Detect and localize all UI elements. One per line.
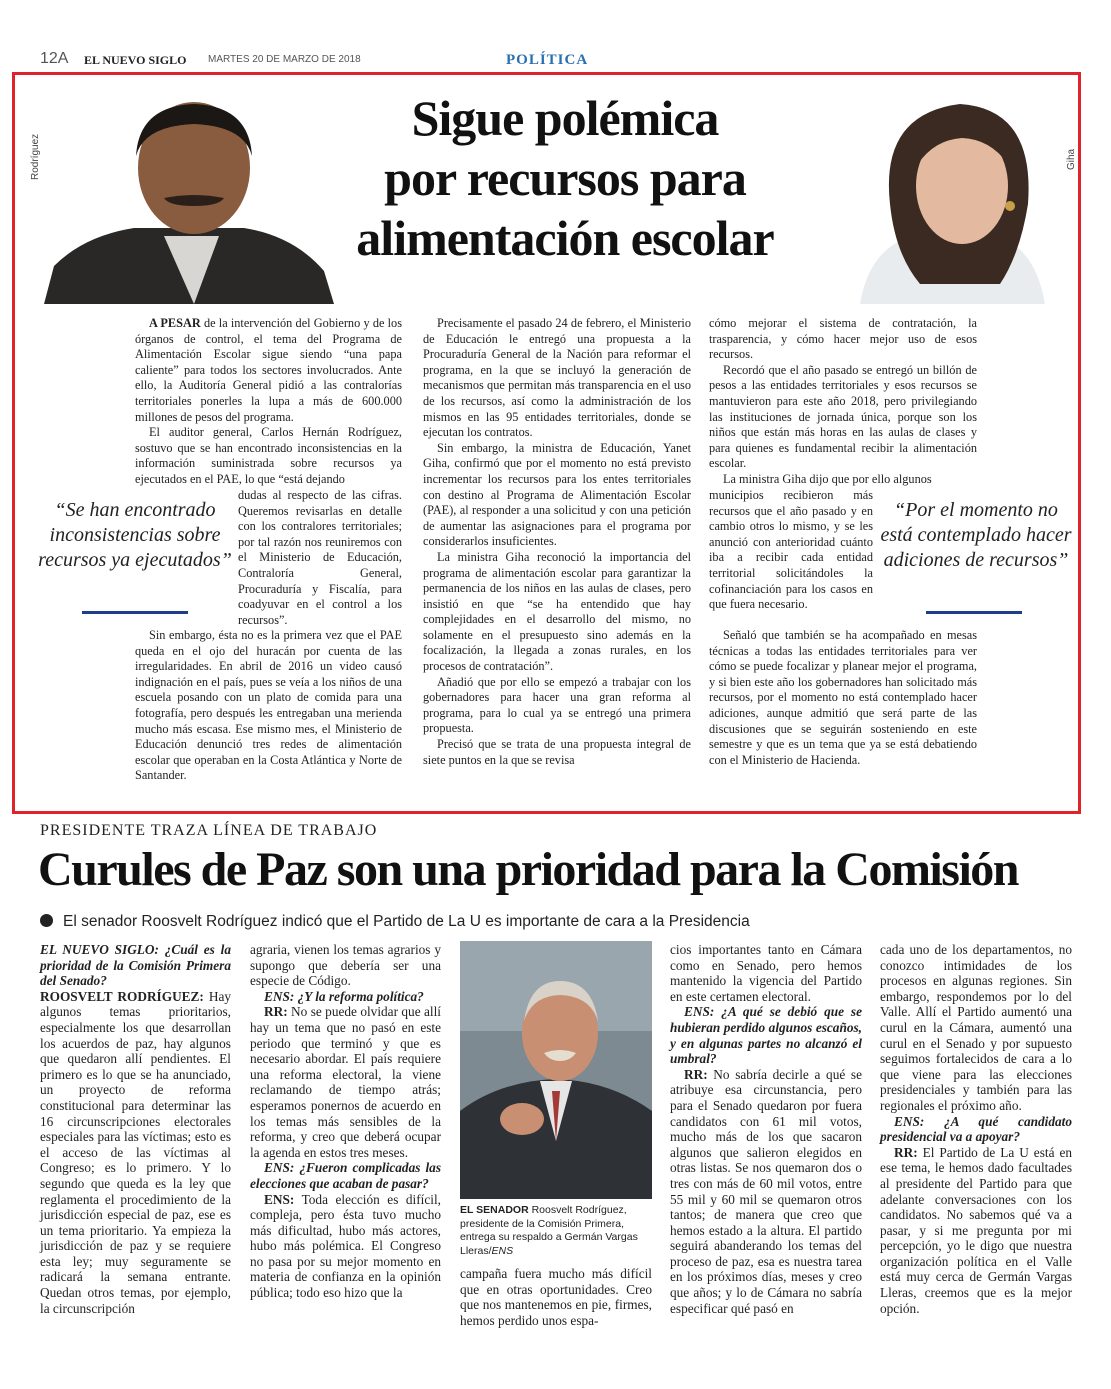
story1-headline bbox=[300, 88, 830, 268]
story2-col3-under bbox=[460, 1266, 652, 1328]
interview-answer: cada uno de los departamentos, no conozco intimidades de los procesos en algunas regiones. Sin embargo, respondemos por lo del Valle. Allí el Partido aumentó una curul en la Cámara, aumentó una curul en el Senado y por supuesto seguimos fortalecidos de cara a lo que viene para las elecciones presidenciales y también para las regionales el próximo año. bbox=[880, 942, 1072, 1113]
story2-col2 bbox=[250, 942, 441, 1301]
story2-dek bbox=[40, 913, 750, 931]
story1-paragraph: de la intervención del Gobierno y de los órganos de control, el tema del Programa de Alimentación Escolar sigue siendo “una papa caliente” para todos los sectores involucrados. Ante ello, la Auditoría General pidió a las contralorías territoriales ponerles la lupa a más de 600.000 millones de pesos del programa. bbox=[135, 316, 402, 424]
interview-answer: El Partido de La U está en ese tema, le hemos dado facultades al presidente del Partido para que adelante conversaciones con los candidatos. No sabemos qué va a pasar, y si me pregunta por mi percepción, yo le digo que nuestra organización política en el Valle está muy cerca de Germán Vargas Lleras, creemos que es la mejor opción. bbox=[880, 1144, 1072, 1316]
photo-caption bbox=[460, 1204, 652, 1258]
photo-senator bbox=[460, 941, 652, 1199]
interview-question: ENS: ¿Fueron complicadas las elecciones que acaban de pasar? bbox=[250, 1160, 441, 1191]
story1-paragraph: cómo mejorar el sistema de contratación, la trasparencia, y cómo hacer mejor uso de esos recursos. bbox=[709, 316, 977, 362]
pull-quote-right: “Por el momento no está contemplado hacer adiciones de recursos” bbox=[880, 499, 1072, 571]
story1-paragraph: Precisamente el pasado 24 de febrero, el Ministerio de Educación le entregó una propuesta a la Procuraduría General de la Nación para reformar el programa, en la que se incluyó la generación de mecanismos que permitan más transparencia en el uso de los recursos, así como la administración de los mismos en las 95 entidades territoriales, donde se ejecutan los contratos. bbox=[423, 316, 691, 440]
interview-answer: cios importantes tanto en Cámara como en Senado, pero hemos mantenido la vigencia del Partido en este certamen electoral. bbox=[670, 942, 862, 1004]
pull-quote-left-bar bbox=[82, 611, 188, 614]
story2-col5 bbox=[880, 942, 1072, 1316]
story2-kicker: PRESIDENTE TRAZA LÍNEA DE TRABAJO bbox=[40, 822, 378, 839]
story1-paragraph: dudas al respecto de las cifras. Queremos revisarlas en detalle con los contralores territoriales; por tal razón nos reuniremos con el Ministerio de Educación, Contraloría General, Procuraduría y Fiscalía, para coadyuvar en el control a los recursos”. bbox=[238, 488, 402, 627]
masthead bbox=[40, 46, 1071, 72]
caption-credit: ENS bbox=[491, 1244, 514, 1257]
issue-date: MARTES 20 DE MARZO DE 2018 bbox=[208, 54, 361, 65]
paper-name: EL NUEVO SIGLO bbox=[84, 53, 187, 67]
story2-col1 bbox=[40, 942, 231, 1316]
interview-answer: campaña fuera mucho más difícil que en otras oportunidades. Creo que nos mantenemos en pie, firmes, hemos perdido unos espa- bbox=[460, 1266, 652, 1328]
interview-question: ENS: ¿Y la reforma política? bbox=[264, 988, 424, 1004]
photo-giha bbox=[850, 94, 1050, 304]
photo-rodriguez bbox=[44, 96, 334, 304]
headline-line-2: por recursos para bbox=[384, 150, 746, 206]
bullet-icon bbox=[40, 914, 53, 927]
story1-paragraph: Recordó que el año pasado se entregó un billón de pesos a las entidades territoriales y esos recursos se mantuvieron para este año 2018, pero privilegiando las instituciones de jornada única, porque son los niños que están más horas en las aulas de clases y para quienes es fundamental recibir la alimentación escolar. bbox=[709, 362, 977, 471]
photo-credit-left: Rodríguez bbox=[30, 133, 41, 180]
speaker-label: ROOSVELT RODRÍGUEZ: bbox=[40, 988, 204, 1004]
story1-col3-narrow bbox=[709, 488, 873, 613]
story1-col3-top bbox=[709, 316, 977, 488]
interview-answer: No sabría decirle a qué se atribuye esa circunstancia, pero para el Senado quedaron por fuera candidatos con 61 mil votos, mucho más de los que sacaron algunos que salieron elegidos en otras listas. Se nos quemaron dos o tres con más de 60 mil votos, entre 55 mil y 60 mil se quemaron otros tantos; de manera que creo que hemos estado a la altura. El partido seguirá abanderando los temas del proceso de paz, esa es nuestra tarea en los próximos días, meses y creo que años; y lo de Cámara no sabría especificar qué pasó en bbox=[670, 1066, 862, 1316]
story1-col1-top bbox=[135, 316, 402, 488]
page-number: 12A bbox=[40, 50, 69, 67]
interview-answer: Toda elección es difícil, compleja, pero ésta tuvo mucho más dificultad, hubo más actores, hubo más polémica. El Congreso no pasa por su mejor momento en materia de confianza en la opinión pública; todo eso hizo que la bbox=[250, 1191, 441, 1301]
story1-paragraph: La ministra Giha reconoció la importancia del programa de alimentación escolar para garantizar la permanencia de los niños en las aulas de clases, pero insistió en que “se ha entendido que hay complejidades en el desarrollo del mismo, no solamente en el presupuesto sino además en la focalización, la llegada a zonas rurales, en los procesos de contratación”. bbox=[423, 549, 691, 674]
interview-question: EL NUEVO SIGLO: ¿Cuál es la prioridad de la Comisión Primera del Senado? bbox=[40, 942, 231, 989]
lead-in: A PESAR bbox=[149, 316, 201, 330]
dek-text: El senador Roosvelt Rodríguez indicó que el Partido de La U es importante de cara a la Presidencia bbox=[63, 913, 750, 930]
story1-paragraph: Sin embargo, la ministra de Educación, Yanet Giha, confirmó que por el momento no está previsto incrementar los recursos para los entes territoriales con destino al Programa de Alimentación Escolar (PAE), al responder a una solicitud y con una petición de aumentar las asignaciones para el programa por considerarlos insuficientes. bbox=[423, 440, 691, 549]
story1-paragraph: Añadió que por ello se empezó a trabajar con los gobernadores para hacer una gran reforma al programa, para lo cual ya se entregó una primera propuesta. bbox=[423, 674, 691, 736]
speaker-label: ENS: bbox=[264, 1191, 295, 1207]
story1-paragraph: municipios recibieron más recursos que el año pasado y en cambio otros lo mismo, y se les anunció con anterioridad cuánto iba a recibir cada entidad territorial solicitándoles la cofinanciación para los casos en que fuera necesario. bbox=[709, 488, 873, 612]
story1-paragraph: Precisó que se trata de una propuesta integral de siete puntos en la que se revisa bbox=[423, 737, 691, 767]
speaker-label: RR: bbox=[894, 1144, 918, 1160]
story2-headline: Curules de Paz son una prioridad para la Comisión bbox=[38, 843, 1018, 896]
speaker-label: RR: bbox=[684, 1066, 708, 1082]
interview-answer: Hay algunos temas prioritarios, especialmente los que desarrollan los acuerdos de paz, hay algunos que quedaron allí pendientes. El primero es lo que se ha anunciado, un proyecto de reforma constitucional para determinar las 16 circunscripciones electorales especiales para las víctimas; esto es el acceso de las víctimas al Congreso; es lo primero. Y lo segundo que queda es la ley que reglamenta el procedimiento de la jurisdicción especial de paz, ese es un tema prioritario. Ya empieza la jurisdicción de paz y se requiere esta ley; muy seguramente se radicará la semana entrante. Quedan otros temas, por ejemplo, la circunscripción bbox=[40, 988, 231, 1316]
story1-col2 bbox=[423, 316, 691, 768]
interview-answer: No se puede olvidar que allí hay un tema que no pasó en este periodo que terminó y que es necesario abordar. El país requiere una reforma electoral, la viene reclamando de tiempo atrás; esperamos ponernos de acuerdo en los temas más sensibles de la reforma, y creo que deberá ocupar la agenda en estos tres meses. bbox=[250, 1004, 441, 1160]
photo-credit-right: Giha bbox=[1066, 148, 1077, 170]
story1-paragraph: Señaló que también se ha acompañado en mesas técnicas a todas las entidades territoriales para ver cómo se puede focalizar y planear mejor el programa, y si bien este año los gobernadores han solicitado más recursos, por el momento no está contemplado hacer adiciones, aunque admitió que será parte de las discusiones que se seguirán sosteniendo en este semestre y que es un tema que ya se está debatiendo con el Ministerio de Hacienda. bbox=[709, 628, 977, 767]
story1-col1-bottom bbox=[135, 628, 402, 784]
story1-paragraph: El auditor general, Carlos Hernán Rodríguez, sostuvo que se han encontrado inconsistencias en la información suministrada sobre recursos ya ejecutados en el PAE, lo que “está dejando bbox=[135, 425, 402, 486]
interview-question: ENS: ¿A qué se debió que se hubieran perdido algunos escaños, y en algunas partes no alcanzó el umbral? bbox=[670, 1004, 862, 1067]
interview-answer: agraria, vienen los temas agrarios y supongo que debería ser una especie de Código. bbox=[250, 942, 441, 989]
pull-quote-right-bar bbox=[926, 611, 1022, 614]
story1-paragraph: Sin embargo, ésta no es la primera vez que el PAE queda en el ojo del huracán por cuenta de las irregularidades. En abril de 2016 un video causó indignación en el país, pues se veía a los niños de una escuela posando con un plato de comida para una fotografía, pero después les entregaban una merienda mucho más escasa. Ese mismo mes, el Ministerio de Educación denunció tres redes de alimentación escolar que operaban en la Costa Atlántica y Norte de Santander. bbox=[135, 628, 402, 783]
story2-col4 bbox=[670, 942, 862, 1316]
story1-col1-narrow bbox=[238, 488, 402, 628]
story1-col3-bottom bbox=[709, 628, 977, 768]
headline-line-3: alimentación escolar bbox=[356, 210, 774, 266]
caption-lead: EL SENADOR bbox=[460, 1204, 529, 1216]
speaker-label: RR: bbox=[264, 1004, 288, 1020]
story1-paragraph: La ministra Giha dijo que por ello algunos bbox=[723, 471, 932, 486]
headline-line-1: Sigue polémica bbox=[411, 90, 719, 146]
pull-quote-left: “Se han encontrado inconsistencias sobre recursos ya ejecutados” bbox=[38, 499, 232, 571]
interview-question: ENS: ¿A qué candidato presidencial va a apoyar? bbox=[880, 1113, 1072, 1145]
caption-text: Roosvelt Rodríguez, presidente de la Comisión Primera, entrega su respaldo a Germán Vargas Lleras/ bbox=[460, 1204, 638, 1257]
section-label: POLÍTICA bbox=[506, 52, 589, 68]
